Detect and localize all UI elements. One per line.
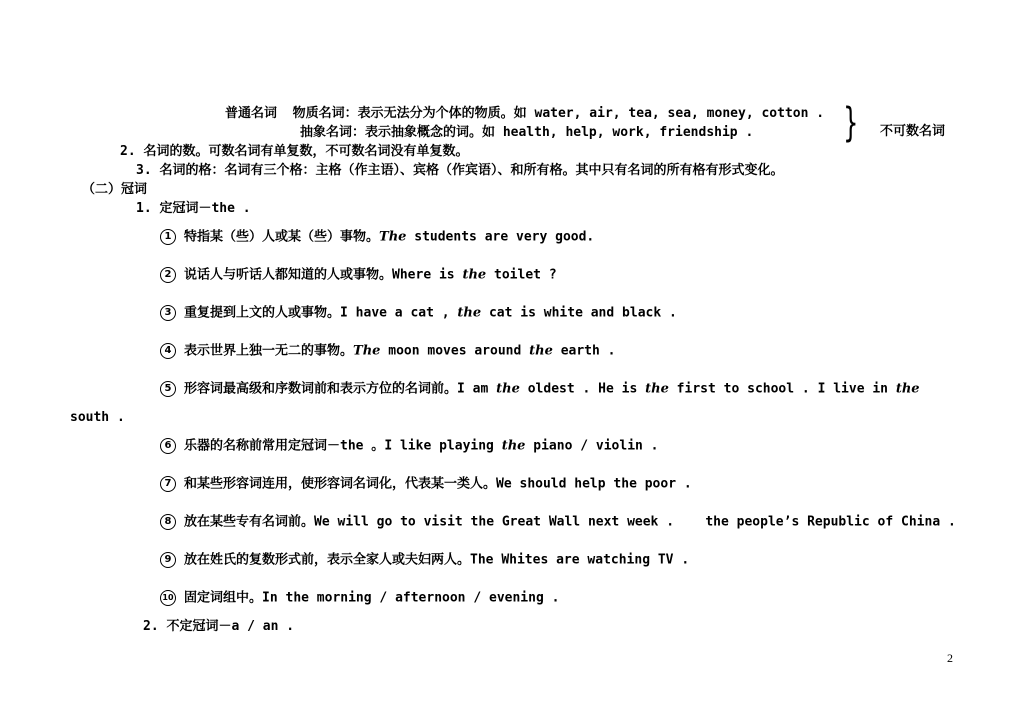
item-zh: 和某些形容词连用，使形容词名词化，代表某一类人。 bbox=[184, 476, 497, 492]
item-en: We should help the poor . bbox=[496, 476, 692, 492]
item-en: first to school . I live in bbox=[668, 381, 896, 397]
item-en: toilet ? bbox=[486, 267, 557, 283]
item-zh: 重复提到上文的人或事物。 bbox=[184, 305, 341, 321]
item-en: I like playing bbox=[384, 438, 502, 454]
point-3: 3. 名词的格：名词有三个格：主格（作主语）、宾格（作宾语）、和所有格。其中只有名词的所有格有形式变化。 bbox=[136, 163, 784, 178]
item-italic: The bbox=[379, 229, 407, 245]
page-number: 2 bbox=[947, 651, 953, 665]
item-en: Where is bbox=[392, 267, 463, 283]
item-zh: 乐器的名称前常用定冠词－the 。 bbox=[184, 438, 385, 454]
item-italic: the bbox=[529, 343, 553, 359]
item-en: oldest . He is bbox=[519, 381, 646, 397]
item-number: 10 bbox=[160, 590, 176, 606]
item-en: students are very good. bbox=[406, 229, 595, 245]
item-italic: the bbox=[645, 381, 669, 397]
list-item bbox=[160, 476, 692, 493]
item-zh: 放在某些专有名词前。 bbox=[184, 514, 315, 530]
item-number: 1 bbox=[160, 229, 176, 245]
item-number: 5 bbox=[160, 381, 176, 397]
item-number: 3 bbox=[160, 305, 176, 321]
item-en: The Whites are watching TV . bbox=[470, 552, 690, 568]
item-italic: the bbox=[895, 381, 920, 397]
item-en: In the morning / afternoon / evening . bbox=[262, 590, 560, 606]
item-number: 8 bbox=[160, 514, 176, 530]
common-noun-label: 普通名词 bbox=[225, 106, 278, 121]
item-en: piano / violin . bbox=[525, 438, 659, 454]
item-en: earth . bbox=[552, 343, 616, 359]
list-item bbox=[160, 229, 594, 246]
item-italic: the bbox=[462, 267, 487, 283]
item-en: cat is white and black . bbox=[481, 305, 677, 321]
uncountable-label: 不可数名词 bbox=[880, 124, 946, 139]
list-item bbox=[160, 552, 689, 569]
item-number: 9 bbox=[160, 552, 176, 568]
list-item bbox=[160, 438, 659, 455]
item-en: I am bbox=[457, 381, 497, 397]
item-number: 6 bbox=[160, 438, 176, 454]
brace-icon: } bbox=[843, 100, 859, 146]
item-italic: the bbox=[501, 438, 526, 454]
item-zh: 固定词组中。 bbox=[184, 590, 263, 606]
list-item bbox=[160, 305, 677, 322]
section-title: （二）冠词 bbox=[82, 182, 148, 197]
material-noun-text: 物质名词：表示无法分为个体的物质。如 water, air, tea, sea, money, cotton . bbox=[292, 106, 825, 121]
item-italic: the bbox=[496, 381, 520, 397]
item-zh: 放在姓氏的复数形式前，表示全家人或夫妇两人。 bbox=[184, 552, 471, 568]
list-item bbox=[160, 381, 920, 398]
list-item bbox=[160, 267, 557, 284]
item-zh: 表示世界上独一无二的事物。 bbox=[184, 343, 354, 359]
item-italic: the bbox=[457, 305, 482, 321]
item-zh: 特指某（些）人或某（些）事物。 bbox=[184, 229, 380, 245]
item-number: 2 bbox=[160, 267, 176, 283]
item-en: moon moves around bbox=[380, 343, 530, 359]
abstract-noun-line: 抽象名词：表示抽象概念的词。如 health, help, work, friendship . bbox=[300, 125, 754, 140]
indefinite-article-title: 2. 不定冠词－a / an . bbox=[143, 619, 295, 634]
list-item bbox=[160, 343, 616, 360]
item-zh: 形容词最高级和序数词前和表示方位的名词前。 bbox=[184, 381, 458, 397]
common-noun-line bbox=[225, 106, 824, 122]
item-continuation: south . bbox=[70, 410, 125, 425]
list-item bbox=[160, 590, 559, 607]
item-en: I have a cat , bbox=[340, 305, 458, 321]
definite-article-title: 1. 定冠词－the . bbox=[136, 201, 251, 216]
item-italic: The bbox=[353, 343, 381, 359]
item-number: 7 bbox=[160, 476, 176, 492]
point-2: 2. 名词的数。可数名词有单复数，不可数名词没有单复数。 bbox=[120, 144, 469, 159]
item-number: 4 bbox=[160, 343, 176, 359]
list-item bbox=[160, 514, 956, 531]
item-zh: 说话人与听话人都知道的人或事物。 bbox=[184, 267, 393, 283]
item-en: We will go to visit the Great Wall next week . the people’s Republic of China . bbox=[314, 514, 956, 530]
